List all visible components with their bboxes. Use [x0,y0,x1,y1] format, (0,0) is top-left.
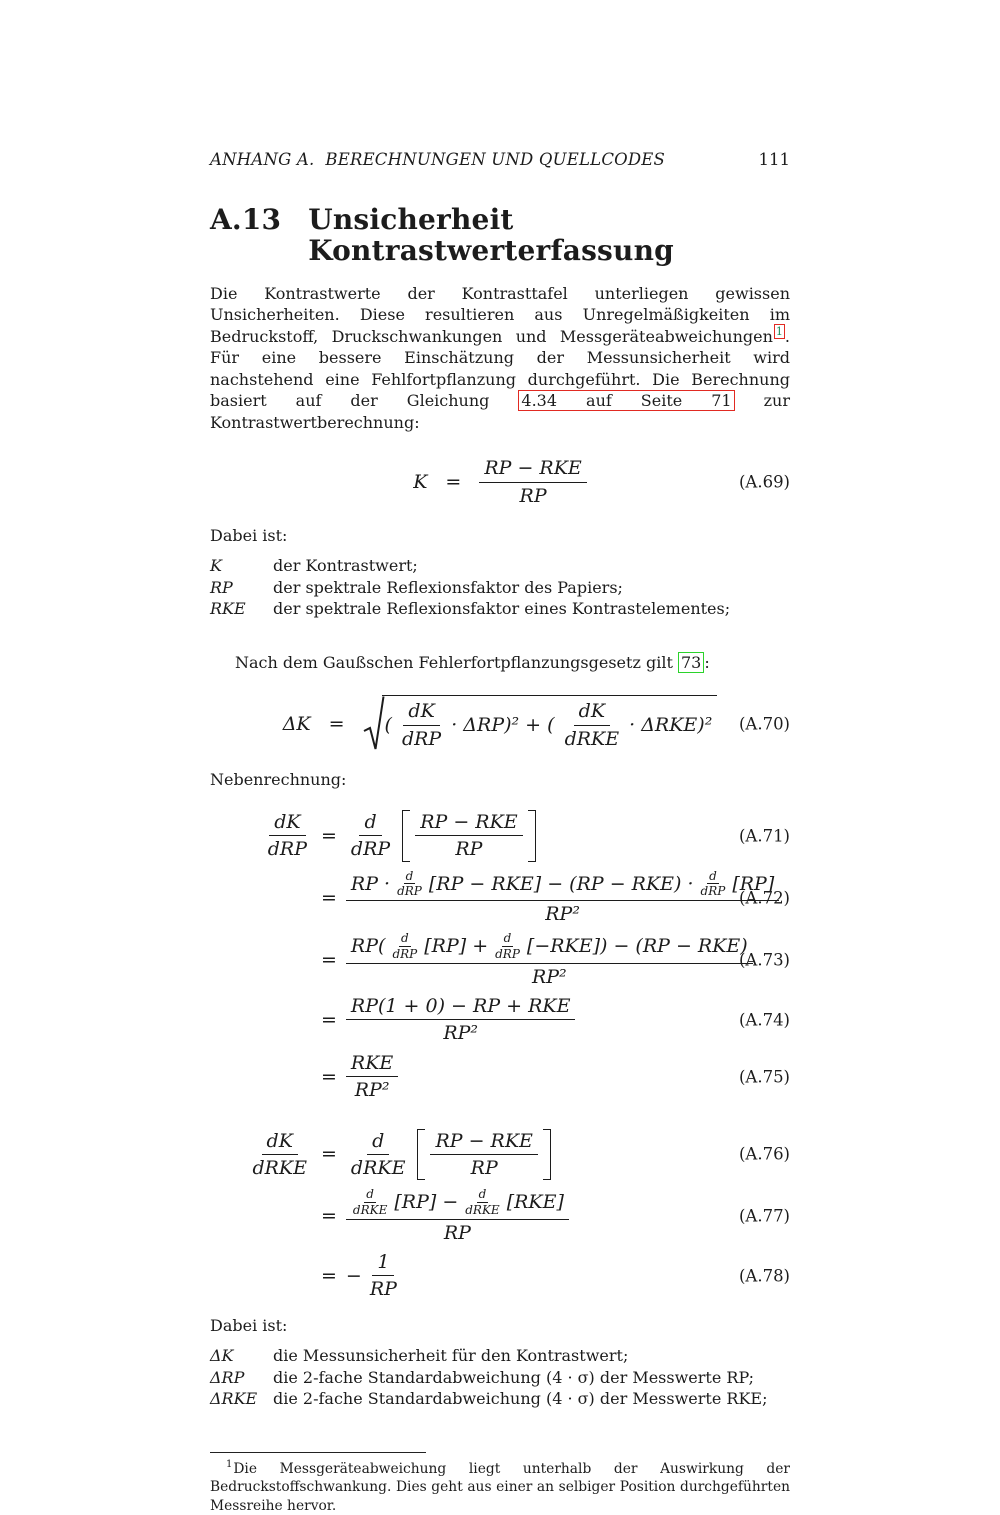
equation-a70 [210,695,790,753]
equation-lhs [210,811,312,861]
square-brackets [402,809,535,863]
fraction [346,870,779,926]
fraction [479,457,586,507]
fraction-dk-drke [247,1130,312,1180]
definition-list-2 [210,1345,790,1410]
bracket-content [425,1128,542,1182]
gauss-text: Nach dem Gaußschen Fehlerfortpflanzungsgesetz gilt [235,652,678,672]
equation-ref-link[interactable]: 4.34 auf Seite 71 [518,390,734,411]
definition-text: die 2-fache Standardabweichung (4 · σ) der Messwerte RP; [273,1367,755,1387]
footnote-area [210,1452,790,1515]
equation-lhs [210,1130,312,1180]
gauss-colon: : [704,652,710,672]
equation-a78 [210,1251,790,1301]
small-fraction-d-drp: $\frac{d}{\text{dRP}}$ [495,931,520,961]
equals-sign: = [321,1205,337,1228]
math-term: [RP] [732,872,775,895]
math-term: [RP] + [424,935,489,958]
fraction-denominator: RP² [354,1079,390,1102]
equation-label-a78: (A.78) [738,1266,790,1286]
citation-link[interactable]: 73 [678,652,704,673]
math-term: RP · [350,872,391,895]
page-number: 111 [758,150,790,169]
equation-label-a74: (A.74) [738,1010,790,1030]
right-bracket [528,810,536,862]
footnote-rule [210,1452,426,1453]
definition-symbol: ΔRP [210,1367,245,1387]
equation-a72 [210,870,790,926]
definition-text: die 2-fache Standardabweichung (4 · σ) der Messwerte RKE; [273,1389,768,1409]
footnote-marker: 1 [226,1459,233,1471]
fraction-numerator: RP(1 + 0) − RP + RKE [346,995,576,1020]
fraction-numerator: RKE [346,1052,398,1077]
equation-label-a69: (A.69) [738,472,790,492]
fraction-denominator: dRKE [350,1156,406,1179]
fraction-numerator: dK [574,700,610,725]
section-title: Unsicherheit Kontrastwerterfassung [308,203,674,267]
middle-terms: · ΔRP)² + ( [451,714,555,737]
radicand [382,695,718,750]
definition-list-1 [210,555,790,620]
intro-text-2: . Für eine bessere Einschätzung der Messunsicherheit wird nachstehend eine Fehlfortpflanzung durchgeführt. Die Berechnung basiert auf der Gleichung [210,326,790,411]
equals-sign: = [445,471,462,493]
fraction-denominator: RP [443,1221,471,1244]
fraction [430,1130,537,1180]
section-heading [210,205,790,267]
fraction-numerator [346,1188,569,1219]
fraction-numerator [346,932,753,963]
square-brackets [417,1128,550,1182]
equals-sign: = [321,1264,337,1287]
square-root [363,695,718,753]
math-term: [RKE] [506,1191,564,1214]
fraction [346,995,576,1045]
fraction-denominator: RP [369,1278,397,1301]
fraction-d-drke [346,1130,411,1180]
equation-a77 [210,1188,790,1244]
right-bracket [543,1129,551,1181]
intro-paragraph [210,283,790,434]
equals-sign: = [321,949,337,972]
math-term: [−RKE]) − (RP − RKE) [526,935,748,958]
equation-rhs [346,809,536,863]
fraction-dk-drp [263,811,312,861]
equation-a69 [210,457,790,507]
fraction-numerator: 1 [372,1251,394,1276]
fraction-numerator: dK [269,811,305,836]
fraction-numerator: dK [262,1130,298,1155]
equation-a74 [210,995,790,1045]
fraction-denominator: RP² [443,1022,479,1045]
equation-label-a71: (A.71) [738,826,790,846]
definition-symbol: K [210,556,222,576]
definition-text: der spektrale Reflexionsfaktor des Papiers; [273,577,623,597]
derivation-block-drke [210,1128,790,1301]
equation-rhs [346,1128,551,1182]
definition-row [210,1367,790,1389]
math-term: RP( [350,935,386,958]
definition-row [210,555,790,577]
small-fraction-d-drp: $\frac{d}{\text{dRP}}$ [392,931,418,961]
intro-text-3: zur Kontrastwertberechnung: [210,391,791,432]
equation-a69-body [413,457,587,507]
nebenrechnung-label: Nebenrechnung: [210,770,347,790]
equation-label-a77: (A.77) [738,1206,790,1226]
open-paren: ( [384,714,392,737]
page-content [210,0,790,1515]
fraction-denominator: RP [519,484,547,507]
minus-sign: − [345,1264,362,1287]
equals-sign: = [321,886,337,909]
fraction-denominator: RP [470,1156,498,1179]
bracket-content [410,809,527,863]
fraction-numerator: d [367,1130,389,1155]
equation-a75 [210,1052,790,1102]
fraction [346,1188,569,1244]
end-terms: · ΔRKE)² [629,714,713,737]
fraction-d-drp [346,811,395,861]
math-term: [RP − RKE] − (RP − RKE) · [428,872,694,895]
equals-sign: = [321,1008,337,1031]
fraction-denominator: dRP [401,727,442,750]
intro-text-1: Die Kontrastwerte der Kontrasttafel unterliegen gewissen Unsicherheiten. Diese resultieren aus Unregelmäßigkeiten im Bedruckstoff, Druckschwankungen und Messgeräteabweichungen [210,283,790,346]
small-fraction-d-drke: $\frac{d}{\text{dRKE}}$ [465,1187,500,1217]
definition-symbol: ΔRKE [210,1389,258,1409]
equals-sign: = [321,1065,337,1088]
equals-sign: = [321,824,337,847]
left-bracket [402,810,410,862]
equation-label-a75: (A.75) [738,1067,790,1087]
fraction-numerator: dK [403,700,439,725]
left-bracket [417,1129,425,1181]
definition-text: der spektrale Reflexionsfaktor eines Kontrastelementes; [273,599,731,619]
fraction-dk-drke [560,700,625,750]
fraction-denominator: dRKE [564,727,620,750]
equation-a71 [210,809,790,863]
footnote-body: Die Messgeräteabweichung liegt unterhalb der Auswirkung der Bedruckstoffschwankung. Dies geht aus einer an selbiger Position durchgeführten Messreihe hervor. [210,1460,790,1514]
fraction [365,1251,402,1301]
equals-sign: = [328,713,345,736]
fraction [346,932,753,988]
equation-a73 [210,932,790,988]
fraction-denominator: dRP [267,838,307,861]
definition-symbol: RP [210,577,233,597]
fraction-numerator: RP − RKE [479,457,586,482]
definition-row [210,1345,790,1367]
fraction-numerator: RP − RKE [415,811,522,836]
equation-label-a70: (A.70) [738,714,790,734]
equation-label-a73: (A.73) [738,950,790,970]
gauss-paragraph [210,652,790,674]
definition-row [210,577,790,599]
definition-text: die Messunsicherheit für den Kontrastwert; [273,1346,629,1366]
fraction-denominator: RP² [545,902,580,925]
definition-row [210,598,790,620]
running-header [210,150,790,169]
math-symbol-k: K [413,471,428,493]
fraction [415,811,522,861]
fraction-numerator [346,870,779,901]
dabei-ist-label-1: Dabei ist: [210,525,288,545]
footnote-text [210,1460,790,1515]
fraction-denominator: RP² [531,965,567,988]
running-header-title: ANHANG A. BERECHNUNGEN UND QUELLCODES [210,150,666,169]
section-number: A.13 [210,203,282,236]
equation-a76 [210,1128,790,1182]
dabei-ist-label-2: Dabei ist: [210,1315,288,1335]
equation-label-a72: (A.72) [738,888,790,908]
equation-a70-body [283,695,718,753]
fraction-denominator: dRP [350,838,391,861]
math-term: [RP] − [394,1191,459,1214]
fraction-numerator: d [359,811,381,836]
math-symbol-delta-k: ΔK [282,713,311,736]
equation-label-a76: (A.76) [738,1144,790,1164]
definition-symbol: RKE [210,599,246,619]
fraction-denominator: dRKE [252,1156,307,1179]
fraction [346,1052,398,1102]
fraction-denominator: RP [455,838,483,861]
fraction-dk-drp [397,700,446,750]
small-fraction-d-drp: $\frac{d}{\text{dRP}}$ [700,868,726,899]
derivation-block-drp [210,809,790,1102]
small-fraction-d-drke: $\frac{d}{\text{dRKE}}$ [352,1187,388,1217]
definition-symbol: ΔK [210,1346,234,1366]
equals-sign: = [321,1143,337,1166]
definition-text: der Kontrastwert; [273,556,418,576]
definition-row [210,1388,790,1410]
fraction-numerator: RP − RKE [430,1130,537,1155]
footnote-ref-link[interactable]: 1 [775,325,783,339]
small-fraction-d-drp: $\frac{d}{\text{dRP}}$ [397,868,422,899]
